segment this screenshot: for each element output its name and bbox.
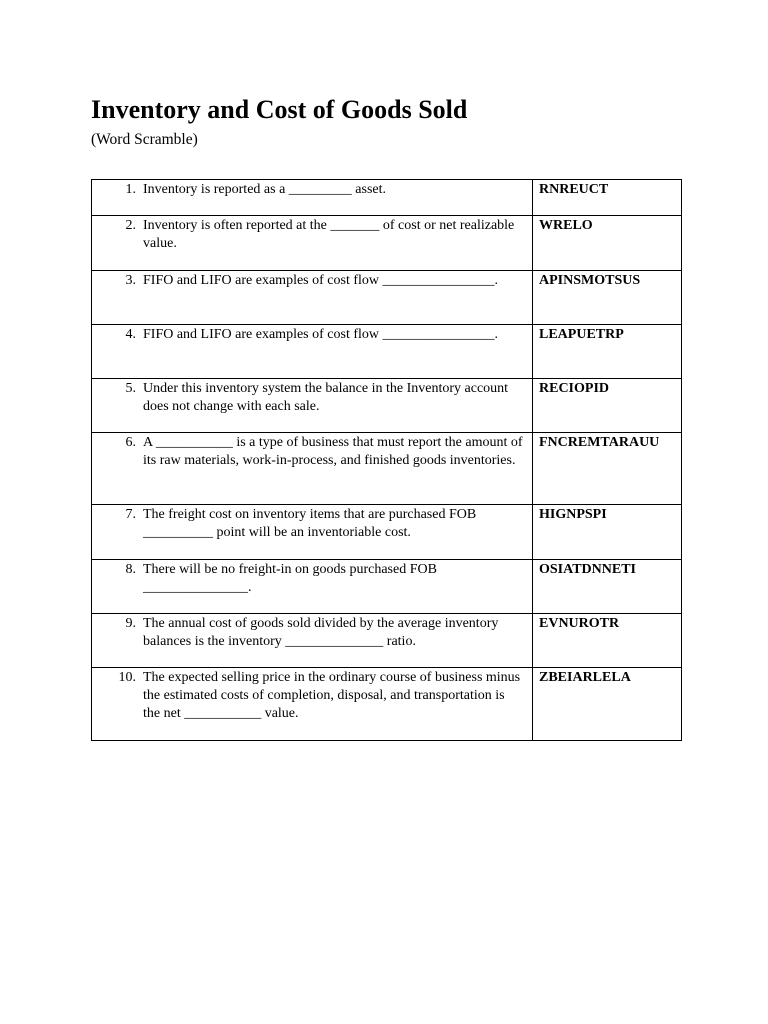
question-text: The annual cost of goods sold divided by the average inventory balances is the inventory ______________ ratio. — [143, 616, 499, 649]
question-text: FIFO and LIFO are examples of cost flow ________________. — [143, 273, 499, 288]
question-text: Inventory is reported as a _________ asset. — [143, 182, 386, 197]
question-number: 5. — [125, 381, 136, 396]
scrambled-word: FNCREMTARAUU — [539, 435, 660, 450]
question-row — [92, 560, 682, 614]
scrambled-word: OSIATDNNETI — [539, 562, 636, 577]
scrambled-word: RECIOPID — [539, 381, 610, 396]
question-text: There will be no freight-in on goods purchased FOB _______________. — [143, 562, 437, 595]
question-cell — [92, 216, 533, 271]
question-number: 4. — [125, 327, 136, 342]
question-cell — [92, 505, 533, 560]
question-row — [92, 668, 682, 741]
question-cell — [92, 560, 533, 614]
question-row — [92, 379, 682, 433]
question-number: 10. — [118, 670, 136, 685]
scramble-cell — [533, 668, 682, 741]
question-text: FIFO and LIFO are examples of cost flow ________________. — [143, 327, 499, 342]
question-cell — [92, 180, 533, 216]
question-number: 2. — [125, 218, 136, 233]
question-cell — [92, 379, 533, 433]
scramble-cell — [533, 433, 682, 505]
scrambled-word: HIGNPSPI — [539, 507, 607, 522]
question-cell — [92, 668, 533, 741]
scramble-cell — [533, 325, 682, 379]
scramble-cell — [533, 180, 682, 216]
question-text: Inventory is often reported at the _______ of cost or net realizable value. — [143, 218, 515, 251]
scrambled-word: RNREUCT — [539, 182, 609, 197]
question-number: 7. — [125, 507, 136, 522]
question-row — [92, 271, 682, 325]
question-row — [92, 325, 682, 379]
question-row — [92, 180, 682, 216]
scrambled-word: EVNUROTR — [539, 616, 620, 631]
scramble-cell — [533, 505, 682, 560]
question-number: 8. — [125, 562, 136, 577]
question-number: 1. — [125, 182, 136, 197]
scramble-cell — [533, 614, 682, 668]
question-number: 9. — [125, 616, 136, 631]
word-scramble-table — [91, 179, 682, 741]
document-title: Inventory and Cost of Goods Sold — [91, 95, 468, 124]
scramble-cell — [533, 560, 682, 614]
question-cell — [92, 271, 533, 325]
scramble-cell — [533, 379, 682, 433]
question-text: Under this inventory system the balance in the Inventory account does not change with each sale. — [143, 381, 509, 414]
question-text: The freight cost on inventory items that are purchased FOB __________ point will be an inventoriable cost. — [143, 507, 477, 540]
question-number: 3. — [125, 273, 136, 288]
question-text: A ___________ is a type of business that must report the amount of its raw materials, work-in-process, and finished goods inventories. — [143, 435, 523, 468]
scramble-cell — [533, 216, 682, 271]
scrambled-word: LEAPUETRP — [539, 327, 624, 342]
scrambled-word: ZBEIARLELA — [539, 670, 631, 685]
question-row — [92, 505, 682, 560]
question-row — [92, 216, 682, 271]
question-row — [92, 433, 682, 505]
scrambled-word: WRELO — [539, 218, 593, 233]
question-row — [92, 614, 682, 668]
question-cell — [92, 325, 533, 379]
scrambled-word: APINSMOTSUS — [539, 273, 641, 288]
question-cell — [92, 433, 533, 505]
question-cell — [92, 614, 533, 668]
document-subtitle: (Word Scramble) — [91, 131, 198, 148]
scramble-cell — [533, 271, 682, 325]
question-number: 6. — [125, 435, 136, 450]
question-text: The expected selling price in the ordinary course of business minus the estimated costs of completion, disposal, and transportation is the net ___________ value. — [143, 670, 521, 721]
